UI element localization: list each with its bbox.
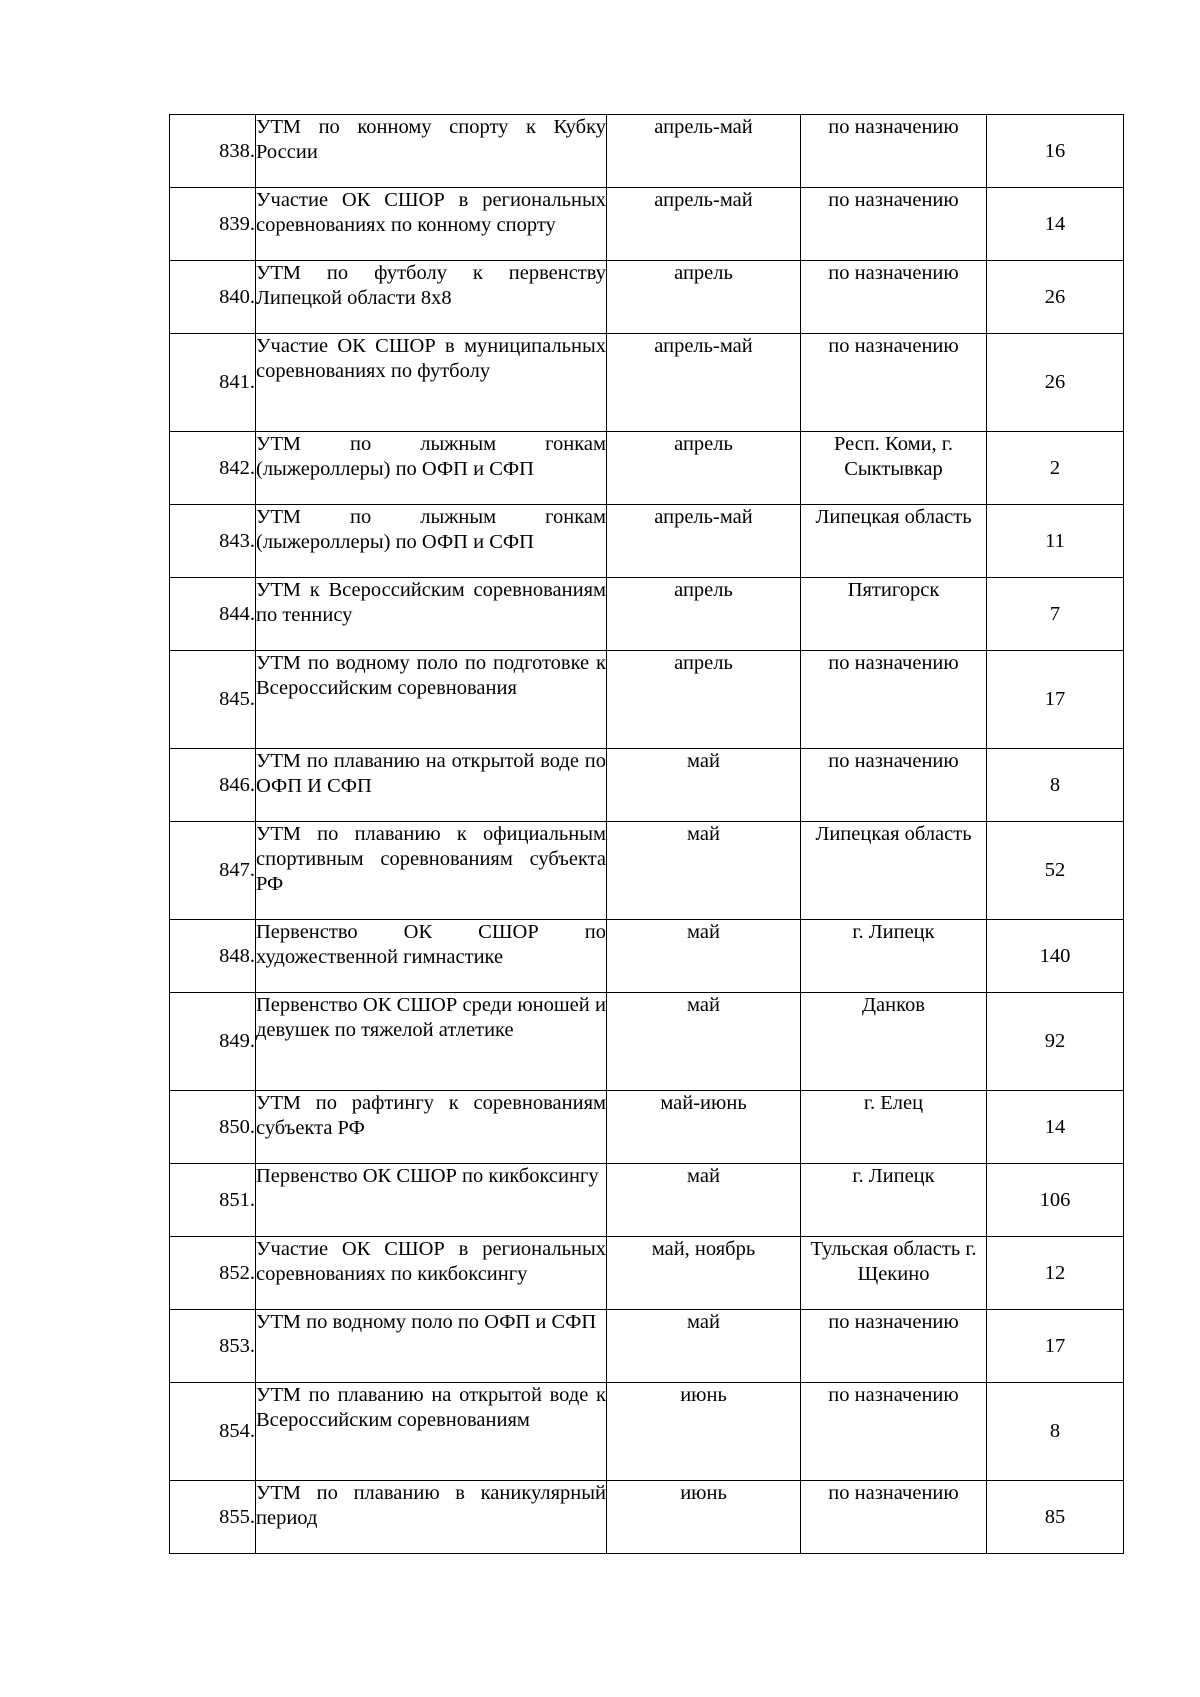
event-name: УТМ к Всероссийским соревнованиям по теннису [256,578,607,651]
event-place: по назначению [801,115,987,188]
event-period: апрель [607,432,801,505]
participant-count: 17 [987,1310,1124,1383]
event-name: УТМ по лыжным гонкам (лыжероллеры) по ОФП и СФП [256,505,607,578]
participant-count: 8 [987,749,1124,822]
event-place: по назначению [801,651,987,749]
row-number: 855. [170,1481,256,1554]
row-number: 850. [170,1091,256,1164]
event-period: май-июнь [607,1091,801,1164]
table-row [170,1481,1124,1554]
table-row [170,261,1124,334]
event-name: УТМ по водному поло по подготовке к Всероссийским соревнования [256,651,607,749]
event-place: по назначению [801,1383,987,1481]
participant-count: 2 [987,432,1124,505]
event-period: апрель [607,261,801,334]
participant-count: 7 [987,578,1124,651]
participant-count: 106 [987,1164,1124,1237]
table-row [170,920,1124,993]
event-place: Липецкая область [801,505,987,578]
event-name: Участие ОК СШОР в региональных соревнованиях по кикбоксингу [256,1237,607,1310]
event-period: апрель-май [607,505,801,578]
event-place: по назначению [801,188,987,261]
row-number: 849. [170,993,256,1091]
event-period: апрель [607,578,801,651]
participant-count: 11 [987,505,1124,578]
row-number: 847. [170,822,256,920]
event-period: май [607,920,801,993]
row-number: 843. [170,505,256,578]
event-period: май [607,749,801,822]
event-name: Первенство ОК СШОР по кикбоксингу [256,1164,607,1237]
participant-count: 14 [987,188,1124,261]
row-number: 844. [170,578,256,651]
table-row [170,1383,1124,1481]
table-row [170,188,1124,261]
participant-count: 85 [987,1481,1124,1554]
row-number: 840. [170,261,256,334]
participant-count: 26 [987,334,1124,432]
event-place: Пятигорск [801,578,987,651]
participant-count: 16 [987,115,1124,188]
event-name: УТМ по плаванию к официальным спортивным соревнованиям субъекта РФ [256,822,607,920]
event-name: УТМ по рафтингу к соревнованиям субъекта РФ [256,1091,607,1164]
event-period: апрель-май [607,188,801,261]
event-name: Участие ОК СШОР в региональных соревнованиях по конному спорту [256,188,607,261]
event-name: УТМ по плаванию на открытой воде по ОФП И СФП [256,749,607,822]
event-place: Данков [801,993,987,1091]
event-period: май [607,1164,801,1237]
events-table [169,114,1124,1554]
event-period: апрель-май [607,115,801,188]
table-row [170,993,1124,1091]
event-period: май [607,1310,801,1383]
event-place: по назначению [801,1481,987,1554]
event-place: г. Липецк [801,920,987,993]
table-row [170,1310,1124,1383]
event-period: апрель-май [607,334,801,432]
participant-count: 52 [987,822,1124,920]
event-name: Первенство ОК СШОР по художественной гимнастике [256,920,607,993]
participant-count: 17 [987,651,1124,749]
row-number: 852. [170,1237,256,1310]
event-period: май, ноябрь [607,1237,801,1310]
event-place: по назначению [801,261,987,334]
event-place: по назначению [801,334,987,432]
event-period: май [607,822,801,920]
event-place: Респ. Коми, г. Сыктывкар [801,432,987,505]
event-place: г. Елец [801,1091,987,1164]
participant-count: 14 [987,1091,1124,1164]
row-number: 848. [170,920,256,993]
event-name: УТМ по футболу к первенству Липецкой области 8х8 [256,261,607,334]
participant-count: 92 [987,993,1124,1091]
table-row [170,505,1124,578]
row-number: 838. [170,115,256,188]
event-place: Липецкая область [801,822,987,920]
event-name: УТМ по плаванию на открытой воде к Всероссийским соревнованиям [256,1383,607,1481]
row-number: 839. [170,188,256,261]
event-place: по назначению [801,749,987,822]
table-row [170,432,1124,505]
event-name: УТМ по лыжным гонкам (лыжероллеры) по ОФП и СФП [256,432,607,505]
event-place: Тульская область г. Щекино [801,1237,987,1310]
event-period: май [607,993,801,1091]
table-row [170,1091,1124,1164]
participant-count: 140 [987,920,1124,993]
table-row [170,578,1124,651]
row-number: 854. [170,1383,256,1481]
row-number: 846. [170,749,256,822]
row-number: 845. [170,651,256,749]
event-name: УТМ по водному поло по ОФП и СФП [256,1310,607,1383]
row-number: 842. [170,432,256,505]
event-name: УТМ по конному спорту к Кубку России [256,115,607,188]
event-name: Участие ОК СШОР в муниципальных соревнованиях по футболу [256,334,607,432]
event-name: Первенство ОК СШОР среди юношей и девушек по тяжелой атлетике [256,993,607,1091]
table-row [170,1237,1124,1310]
row-number: 853. [170,1310,256,1383]
table-row [170,749,1124,822]
participant-count: 26 [987,261,1124,334]
row-number: 851. [170,1164,256,1237]
table-row [170,1164,1124,1237]
event-place: г. Липецк [801,1164,987,1237]
table-row [170,334,1124,432]
events-table-body [170,115,1124,1554]
row-number: 841. [170,334,256,432]
event-place: по назначению [801,1310,987,1383]
participant-count: 12 [987,1237,1124,1310]
participant-count: 8 [987,1383,1124,1481]
table-row [170,822,1124,920]
event-period: апрель [607,651,801,749]
event-period: июнь [607,1481,801,1554]
event-name: УТМ по плаванию в каникулярный период [256,1481,607,1554]
event-period: июнь [607,1383,801,1481]
table-row [170,651,1124,749]
table-row [170,115,1124,188]
